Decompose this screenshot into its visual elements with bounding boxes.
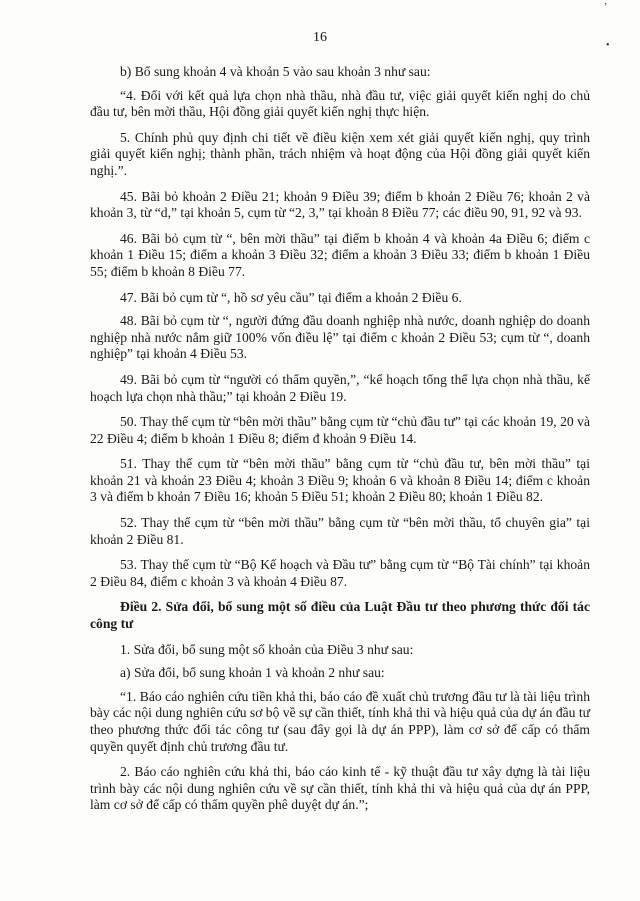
- paragraph: 5. Chính phủ quy định chi tiết về điều kiện xem xét giải quyết kiến nghị, quy trình giải quyết kiến nghị; thành phần, trách nhiệm và hoạt động của Hội đồng giải quyết kiến nghị.”.: [90, 129, 590, 178]
- paragraph: 49. Bãi bỏ cụm từ “người có thẩm quyền,”, “kế hoạch tổng thể lựa chọn nhà thầu, kế hoạch lựa chọn nhà thầu;” tại khoản 2 Điều 19.: [90, 371, 590, 404]
- paragraph: “1. Báo cáo nghiên cứu tiền khả thi, báo cáo đề xuất chủ trương đầu tư là tài liệu trình bày các nội dung nghiên cứu sơ bộ về sự cần thiết, tính khả thi và hiệu quả của dự án đầu tư theo phương thức đối tác công tư (sau đây gọi là dự án PPP), làm cơ sở để cấp có thẩm quyền quyết định chủ trương đầu tư.: [90, 688, 590, 754]
- paragraph: 46. Bãi bỏ cụm từ “, bên mời thầu” tại điểm b khoản 4 và khoản 4a Điều 6; điểm c khoản 1 Điều 15; điểm a khoản 3 Điều 32; điểm a khoản 3 Điều 33; điểm b khoản 1 Điều 55; điểm b khoản 8 Điều 77.: [90, 230, 590, 279]
- article-heading: Điều 2. Sửa đổi, bổ sung một số điều của Luật Đầu tư theo phương thức đối tác công tư: [90, 599, 590, 632]
- paragraph: “4. Đối với kết quả lựa chọn nhà thầu, nhà đầu tư, việc giải quyết kiến nghị do chủ đầu tư, bên mời thầu, Hội đồng giải quyết kiến nghị thực hiện.: [90, 87, 590, 120]
- paragraph: 2. Báo cáo nghiên cứu khả thi, báo cáo kinh tế - kỹ thuật đầu tư xây dựng là tài liệu trình bày các nội dung nghiên cứu về sự cần thiết, tính khả thi và hiệu quả của dự án PPP, làm cơ sở để cấp có thẩm quyền phê duyệt dự án.”;: [90, 764, 590, 813]
- paragraph: 52. Thay thế cụm từ “bên mời thầu” bằng cụm từ “bên mời thầu, tổ chuyên gia” tại khoản 2 Điều 81.: [90, 515, 590, 547]
- scan-speck: •: [606, 40, 610, 51]
- paragraph: 47. Bãi bỏ cụm từ “, hồ sơ yêu cầu” tại điểm a khoản 2 Điều 6.: [120, 289, 462, 305]
- paragraph: 45. Bãi bỏ khoản 2 Điều 21; khoản 9 Điều 39; điểm b khoản 2 Điều 76; khoản 2 và khoản 3, từ “d,” tại khoản 5, cụm từ “2, 3,” tại khoản 8 Điều 77; các điều 90, 91, 92 và 93.: [90, 188, 590, 221]
- document-body: [90, 64, 590, 823]
- paragraph: a) Sửa đổi, bổ sung khoản 1 và khoản 2 như sau:: [120, 665, 385, 681]
- paragraph: 1. Sửa đổi, bổ sung một số khoản của Điều 3 như sau:: [120, 641, 414, 657]
- paragraph: 51. Thay thế cụm từ “bên mời thầu” bằng cụm từ “chủ đầu tư, bên mời thầu” tại khoản 21 và khoản 23 Điều 4; khoản 3 Điều 9; khoản 6 và khoản 8 Điều 14; điểm c khoản 3 và điểm b khoản 7 Điều 16; khoản 5 Điều 51; khoản 2 Điều 80; khoản 1 Điều 82.: [90, 456, 590, 505]
- paragraph: 53. Thay thế cụm từ “Bộ Kế hoạch và Đầu tư” bằng cụm từ “Bộ Tài chính” tại khoản 2 Điều 84, điểm c khoản 3 và khoản 4 Điều 87.: [90, 557, 590, 589]
- paragraph: 50. Thay thế cụm từ “bên mời thầu” bằng cụm từ “chủ đầu tư” tại các khoản 19, 20 và 22 Điều 4; điểm b khoản 1 Điều 8; điểm đ khoản 9 Điều 14.: [90, 414, 590, 446]
- paragraph: 48. Bãi bỏ cụm từ “, người đứng đầu doanh nghiệp nhà nước, doanh nghiệp do doanh nghiệp nhà nước nắm giữ 100% vốn điều lệ” tại điểm c khoản 2 Điều 53; cụm từ “, doanh nghiệp” tại khoản 4 Điều 53.: [90, 313, 590, 362]
- page-number: 16: [313, 30, 327, 45]
- paragraph: b) Bổ sung khoản 4 và khoản 5 vào sau khoản 3 như sau:: [120, 64, 431, 79]
- scan-speck: ʼ: [604, 2, 608, 13]
